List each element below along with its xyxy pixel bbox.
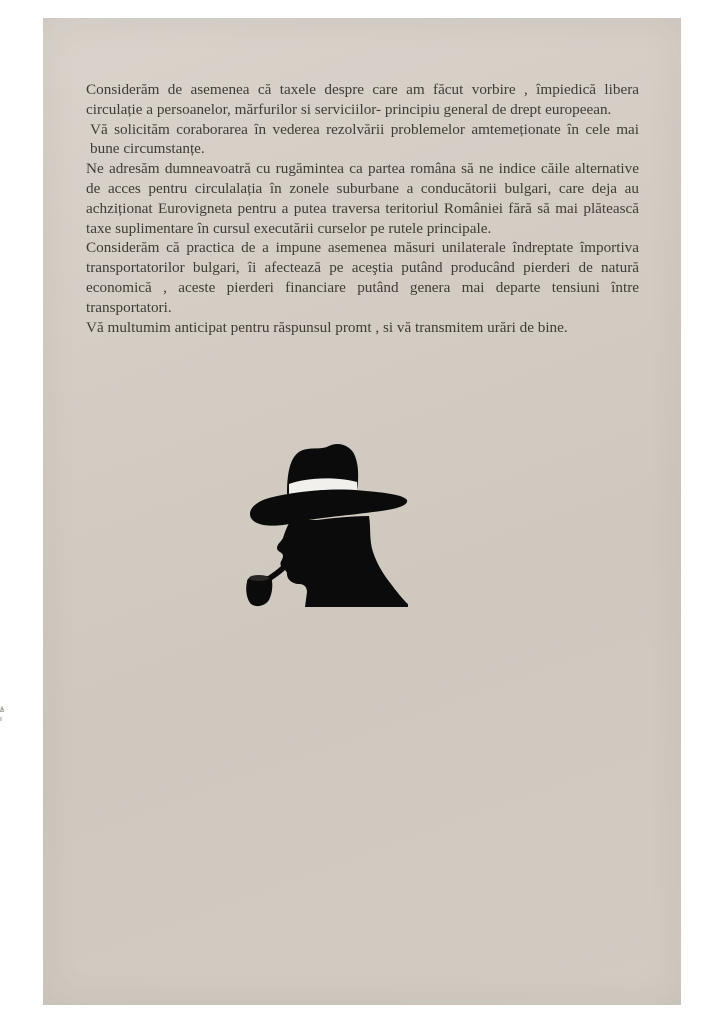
- paragraph-4: Considerăm că practica de a impune asemenea măsuri unilaterale îndreptate împortiva transportatorilor bulgari, îi afectează pe aceştia putând producând pierderi de natură economică , aceste pierderi financiare putând genera mai departe tensiuni între transportatori.: [86, 239, 639, 316]
- paragraph-1: Considerăm de asemenea că taxele despre care am făcut vorbire , împiedică libera circulație a persoanelor, mărfurilor si serviciilor- principiu general de drept europeean.: [86, 81, 639, 118]
- margin-mark-2: ı: [0, 716, 2, 723]
- paragraph-3: Ne adresăm dumneavoatră cu rugămintea ca partea româna să ne indice căile alternative de acces pentru circulalația în zonele suburbane a conducătorii bulgari, care deja au achziționat Eurovigneta pentru a putea traversa teritoriul României fără să mai plătească taxe suplimentare în cursul executării curselor pe rutele principale.: [86, 160, 639, 237]
- margin-mark-1: ă: [0, 707, 4, 714]
- scanned-page: [43, 18, 681, 1005]
- detective-silhouette-icon: [243, 432, 408, 607]
- paragraph-2: Vă solicităm coraborarea în vederea rezolvării problemelor amtemeționate în cele mai bune circumstanțe.: [90, 120, 639, 158]
- letter-body: [86, 80, 639, 337]
- paragraph-5: Vă multumim anticipat pentru răspunsul promt , si vă transmitem urări de bine.: [86, 318, 568, 336]
- margin-marks: [0, 706, 4, 724]
